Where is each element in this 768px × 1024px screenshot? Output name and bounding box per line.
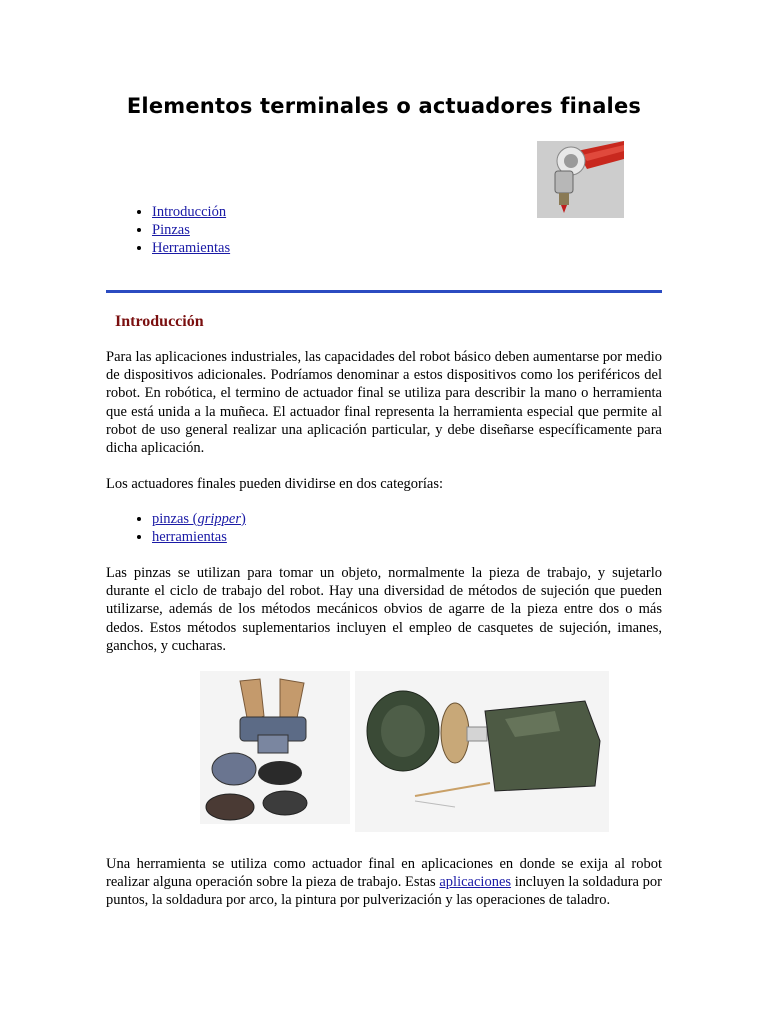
toc-link-pinzas[interactable]: Pinzas — [152, 222, 190, 238]
category-item-pinzas — [152, 510, 246, 528]
toc-link-herramientas[interactable]: Herramientas — [152, 240, 231, 256]
categories-intro: Los actuadores finales pueden dividirse en dos categorías: — [106, 476, 444, 492]
link-pinzas-gripper[interactable] — [152, 511, 246, 527]
link-pinzas-text: pinzas ( — [152, 511, 198, 527]
toc-link-introduccion[interactable]: Introducción — [152, 204, 227, 220]
herramientas-paragraph — [106, 855, 662, 910]
robot-end-effector-image — [537, 141, 624, 218]
tool-image — [355, 671, 609, 832]
section-divider — [106, 290, 662, 293]
gripper-image — [200, 671, 350, 824]
herramientas-text-after: incluyen la soldadura por puntos, la soldadura por arco, la pintura por pulverización y las operaciones de taladro. — [106, 874, 663, 909]
categories-list — [106, 510, 246, 546]
pinzas-paragraph: Las pinzas se utilizan para tomar un objeto, normalmente la pieza de trabajo, y sujetarlo durante el ciclo de trabajo del robot. Hay una diversidad de métodos de sujeción que pueden utilizarse, además de los métodos mecánicos obvios de agarre de la pieza entre dos o más dedos. Estos métodos suplementarios incluyen el empleo de casquetes de sujeción, imanes, ganchos, y cucharas. — [106, 565, 662, 654]
toc-item-herramientas — [152, 239, 230, 257]
link-close-paren: ) — [241, 511, 246, 527]
link-herramientas[interactable]: herramientas — [152, 529, 227, 545]
table-of-contents — [106, 203, 230, 257]
page-title: Elementos terminales o actuadores finales — [126, 94, 642, 118]
section-heading: Introducción — [115, 313, 204, 330]
toc-item-pinzas — [152, 221, 230, 239]
intro-paragraph: Para las aplicaciones industriales, las capacidades del robot básico deben aumentarse por medio de dispositivos adicionales. Podríamos denominar a estos dispositivos como los periféricos del robot. En robótica, el termino de actuador final se utiliza para describir la mano o herramienta que está unida a la muñeca. El actuador final representa la herramienta especial que permite al robot de uso general realizar una aplicación particular, y debe diseñarse específicamente para dicha aplicación. — [106, 349, 662, 457]
toc-item-introduccion — [152, 203, 230, 221]
herramientas-text-before: Una herramienta se utiliza como actuador final en aplicaciones en donde se exija al robot realizar alguna operación sobre la pieza de trabajo. Estas — [106, 856, 662, 891]
link-aplicaciones[interactable]: aplicaciones — [439, 874, 512, 891]
link-gripper-text: gripper — [197, 511, 241, 527]
category-item-herramientas — [152, 528, 246, 546]
